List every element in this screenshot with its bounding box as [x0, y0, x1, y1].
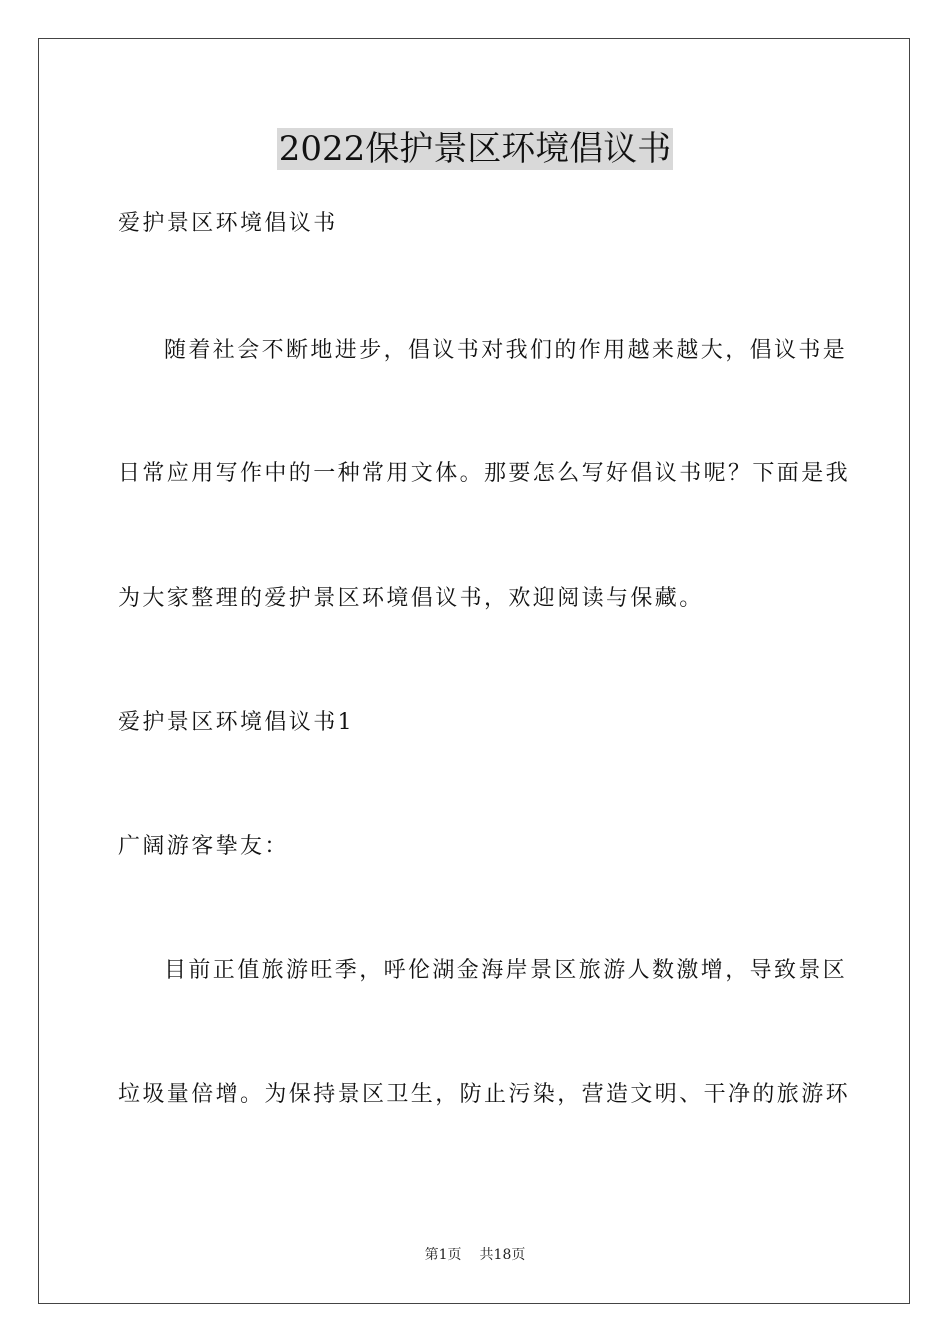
document-title: 2022保护景区环境倡议书 [278, 129, 672, 169]
section-heading: 爱护景区环境倡议书1 [118, 710, 354, 735]
page-number: 第1页 [424, 1247, 462, 1263]
paragraph-line: 随着社会不断地进步，倡议书对我们的作用越来越大，倡议书是 [164, 338, 848, 363]
paragraph-line: 垃圾量倍增。为保持景区卫生，防止污染，营造文明、干净的旅游环 [118, 1082, 851, 1107]
page-footer [0, 1246, 950, 1264]
paragraph-line: 目前正值旅游旺季，呼伦湖金海岸景区旅游人数激增，导致景区 [164, 958, 848, 983]
salutation-line: 广阔游客挚友： [118, 834, 289, 859]
total-pages: 共18页 [479, 1247, 526, 1263]
title-container [0, 128, 950, 170]
subtitle-line: 爱护景区环境倡议书 [118, 211, 338, 236]
paragraph-line: 日常应用写作中的一种常用文体。那要怎么写好倡议书呢？下面是我 [118, 461, 851, 486]
paragraph-line: 为大家整理的爱护景区环境倡议书，欢迎阅读与保藏。 [118, 586, 704, 611]
